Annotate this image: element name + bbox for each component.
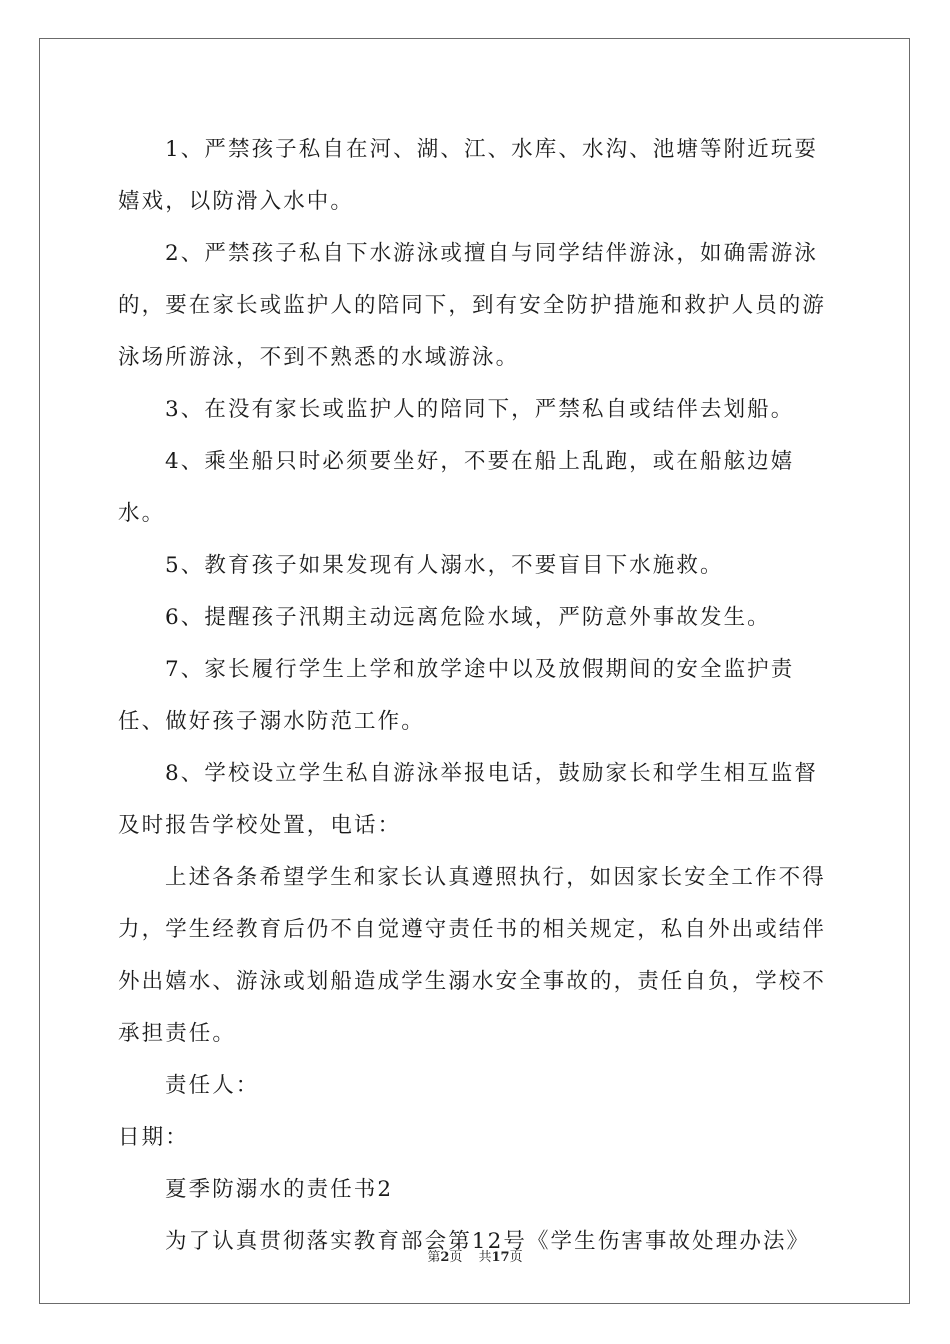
date-label: 日期： (118, 1125, 189, 1150)
paragraph-item-5: 5、教育孩子如果发现有人溺水，不要盲目下水施救。 (165, 553, 724, 578)
page-current: 2 (440, 1250, 450, 1265)
paragraph-item-7: 7、家长履行学生上学和放学途中以及放假期间的安全监护责任、做好孩子溺水防范工作。 (118, 657, 795, 734)
page-footer (0, 1246, 950, 1265)
section-title: 夏季防溺水的责任书2 (165, 1177, 394, 1202)
total-prefix: 共 (478, 1250, 492, 1265)
paragraph-item-6: 6、提醒孩子汛期主动远离危险水域，严防意外事故发生。 (165, 605, 771, 630)
paragraph-item-3: 3、在没有家长或监护人的陪同下，严禁私自或结伴去划船。 (165, 397, 795, 422)
responsible-person-label: 责任人： (165, 1073, 260, 1098)
paragraph-item-2: 2、严禁孩子私自下水游泳或擅自与同学结伴游泳，如确需游泳的，要在家长或监护人的陪同下，到有安全防护措施和救护人员的游泳场所游泳，不到不熟悉的水域游泳。 (118, 241, 827, 370)
total-unit: 页 (509, 1250, 523, 1265)
paragraph-item-4: 4、乘坐船只时必须要坐好，不要在船上乱跑，或在船舷边嬉水。 (118, 449, 795, 526)
document-body (118, 124, 838, 1268)
section-intro-paragraph: 为了认真贯彻落实教育部会第12号《学生伤害事故处理办法》 (165, 1229, 811, 1254)
page-prefix: 第 (427, 1250, 441, 1265)
paragraph-item-8: 8、学校设立学生私自游泳举报电话，鼓励家长和学生相互监督及时报告学校处置，电话： (118, 761, 818, 838)
page-total: 17 (491, 1250, 510, 1265)
page-unit: 页 (449, 1250, 463, 1265)
paragraph-item-1: 1、严禁孩子私自在河、湖、江、水库、水沟、池塘等附近玩耍嬉戏，以防滑入水中。 (118, 137, 818, 214)
closing-paragraph: 上述各条希望学生和家长认真遵照执行，如因家长安全工作不得力，学生经教育后仍不自觉遵守责任书的相关规定，私自外出或结伴外出嬉水、游泳或划船造成学生溺水安全事故的，责任自负，学校不承担责任。 (118, 865, 827, 1046)
